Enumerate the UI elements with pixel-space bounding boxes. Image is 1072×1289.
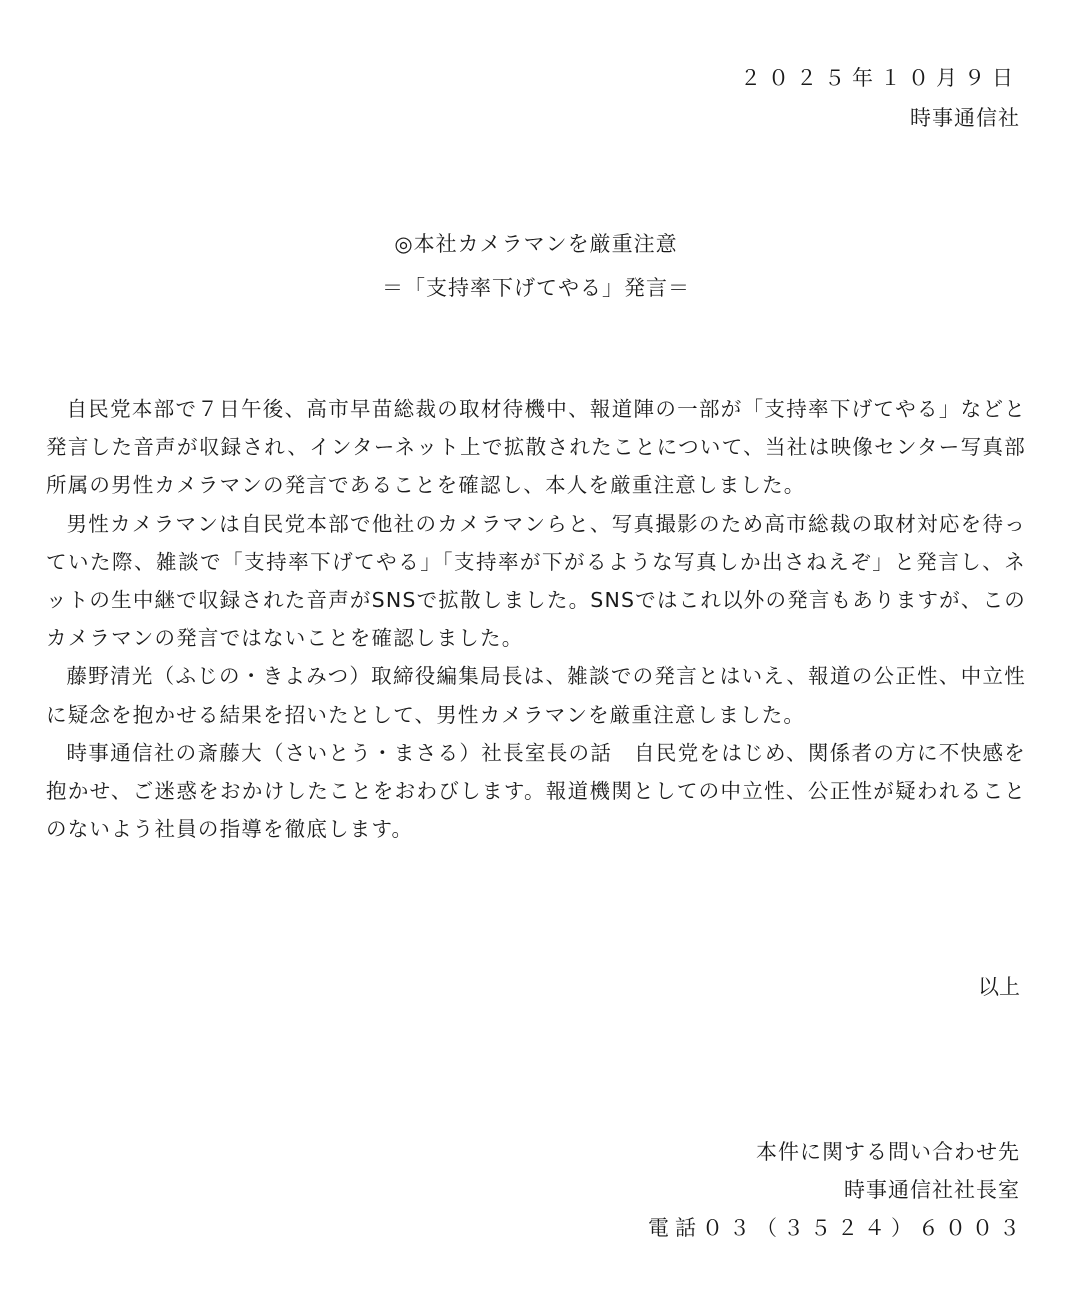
body-paragraph: 時事通信社の斎藤大（さいとう・まさる）社長室長の話 自民党をはじめ、関係者の方に不快感を抱かせ、ご迷惑をおかけしたことをおわびします。報道機関としての中立性、公正性が疑われることのないよう社員の指導を徹底します。 [46,740,1026,842]
document-body [46,390,1026,848]
document-header [740,58,1020,138]
body-paragraph: 藤野清光（ふじの・きよみつ）取締役編集局長は、雑談での発言とはいえ、報道の公正性、中立性に疑念を抱かせる結果を招いたとして、男性カメラマンを厳重注意しました。 [46,664,1026,727]
sub-headline: ＝「支持率下げてやる」発言＝ [382,276,690,300]
release-date: ２０２５年１０月９日 [740,66,1020,90]
body-paragraph: 自民党本部で７日午後、高市早苗総裁の取材待機中、報道陣の一部が「支持率下げてやる」などと発言した音声が収録され、インターネット上で拡散されたことについて、当社は映像センター写真部所属の男性カメラマンの発言であることを確認し、本人を厳重注意しました。 [46,397,1026,498]
closing-mark: 以上 [978,975,1020,999]
document-title [0,222,1072,310]
issuing-organization: 時事通信社 [910,106,1020,130]
main-headline: ◎本社カメラマンを厳重注意 [394,232,678,256]
contact-heading: 本件に関する問い合わせ先 [756,1140,1020,1164]
contact-phone: 電話０３（３５２４）６００３ [648,1216,1026,1240]
contact-department: 時事通信社社長室 [844,1178,1020,1202]
contact-info [648,1133,1026,1247]
body-paragraph: 男性カメラマンは自民党本部で他社のカメラマンらと、写真撮影のため高市総裁の取材対応を待っていた際、雑談で「支持率下げてやる」「支持率が下がるような写真しか出さねえぞ」と発言し、ネットの生中継で収録された音声がSNSで拡散しました。SNSではこれ以外の発言もありますが、このカメラマンの発言ではないことを確認しました。 [46,511,1026,651]
